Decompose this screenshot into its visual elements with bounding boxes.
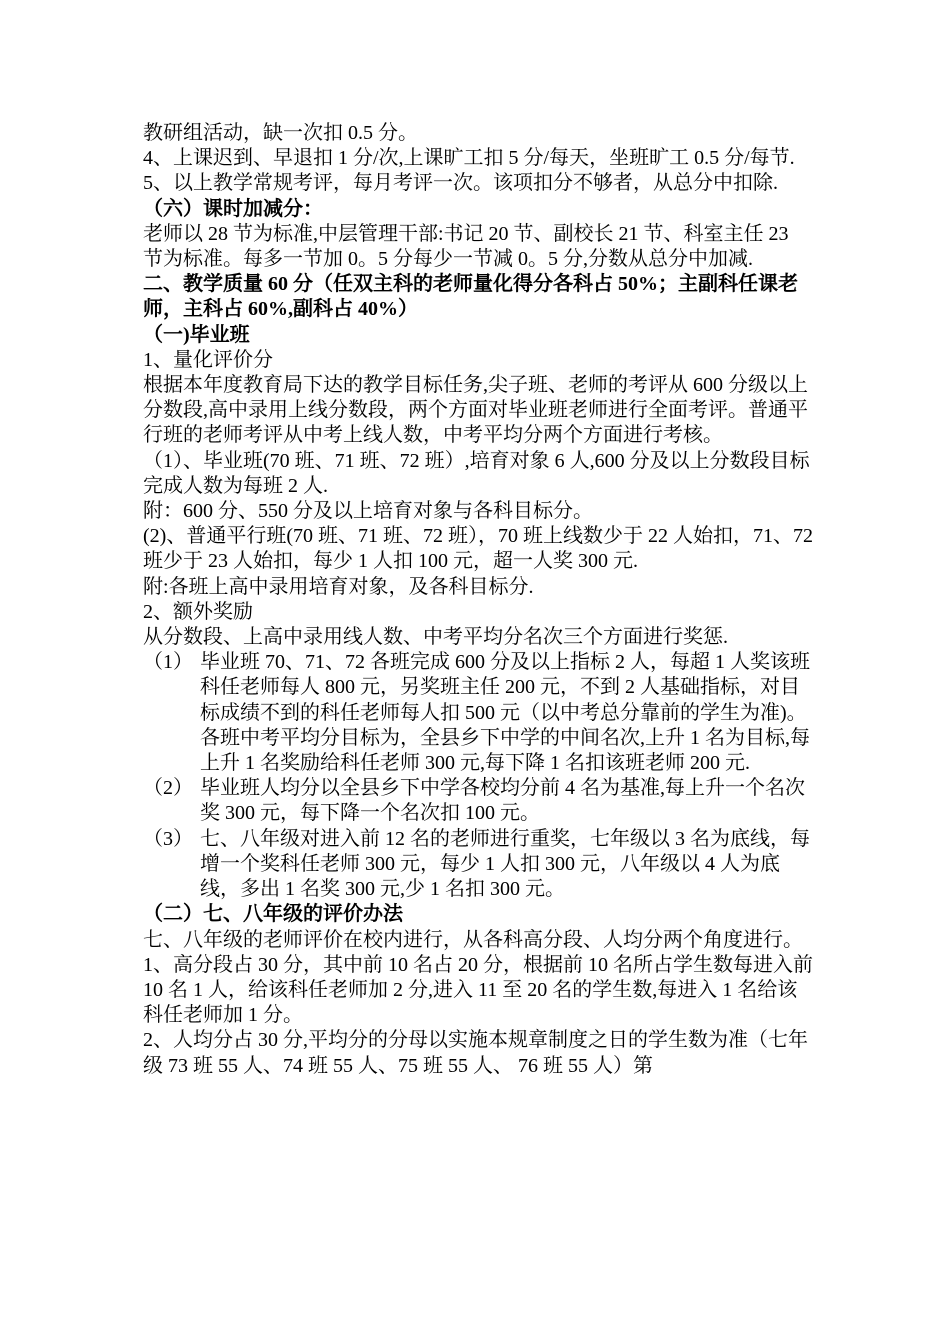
- numbered-item: [143, 650, 813, 776]
- paragraph: 七、八年级的老师评价在校内进行，从各科高分段、人均分两个角度进行。: [143, 928, 803, 951]
- paragraph: 附:各班上高中录用培育对象，及各科目标分.: [143, 575, 534, 598]
- paragraph: 老师以 28 节为标准,中层管理干部:书记 20 节、副校长 21 节、科室主任 23 节为标准。每多一节加 0。5 分每少一节减 0。5 分,分数从总分中加减.: [143, 222, 789, 271]
- paragraph: 2、额外奖励: [143, 600, 253, 623]
- numbered-item: [143, 827, 813, 903]
- item-number: （3）: [143, 827, 193, 850]
- paragraph: 教研组活动，缺一次扣 0.5 分。: [143, 122, 418, 144]
- paragraph: 2、人均分占 30 分,平均分的分母以实施本规章制度之日的学生数为准（七年级 73 班 55 人、74 班 55 人、75 班 55 人、 76 班 55 人）第: [143, 1029, 808, 1077]
- numbered-item: [143, 776, 813, 826]
- paragraph: 1、量化评价分: [143, 348, 273, 371]
- paragraph: 附：600 分、550 分及以上培育对象与各科目标分。: [143, 500, 593, 523]
- section-heading: 二、教学质量 60 分（任双主科的老师量化得分各科占 50%；主副科任课老师，主科占 60%,副科占 40%）: [143, 273, 798, 321]
- paragraph: (2)、普通平行班(70 班、71 班、72 班），70 班上线数少于 22 人始扣，71、72 班少于 23 人始扣，每少 1 人扣 100 元，超一人奖 300 元.: [143, 525, 813, 573]
- paragraph: 5、以上教学常规考评，每月考评一次。该项扣分不够者，从总分中扣除.: [143, 172, 778, 195]
- paragraph: 1、高分段占 30 分，其中前 10 名占 20 分，根据前 10 名所占学生数每进入前 10 名 1 人，给该科任老师加 2 分,进入 11 至 20 名的学生数,每进入 1 名给该科任老师加 1 分。: [143, 953, 813, 1027]
- section-heading: （一)毕业班: [143, 323, 250, 346]
- item-text: 毕业班人均分以全县乡下中学各校均分前 4 名为基准,每上升一个名次奖 300 元，每下降一个名次扣 100 元。: [200, 777, 805, 825]
- document-body: [143, 121, 813, 1079]
- section-heading: （六）课时加减分：: [143, 197, 323, 220]
- item-text: 毕业班 70、71、72 各班完成 600 分及以上指标 2 人，每超 1 人奖该班科任老师每人 800 元，另奖班主任 200 元，不到 2 人基础指标，对目标成绩不到的科任老师每人扣 500 元（以中考总分靠前的学生为准)。各班中考平均分目标为，全县乡下中学的中间名次,上升 1 名为目标,每上升 1 名奖励给科任老师 300 元,每下降 1 名扣该班老师 200 元.: [200, 651, 810, 775]
- paragraph: （1）、毕业班(70 班、71 班、72 班）,培育对象 6 人,600 分及以上分数段目标完成人数为每班 2 人.: [143, 449, 810, 497]
- item-number: （1）: [143, 651, 193, 674]
- paragraph: 根据本年度教育局下达的教学目标任务,尖子班、老师的考评从 600 分级以上分数段,高中录用上线分数段，两个方面对毕业班老师进行全面考评。普通平行班的老师考评从中考上线人数，中考平均分两个方面进行考核。: [143, 374, 808, 447]
- paragraph: 从分数段、上高中录用线人数、中考平均分名次三个方面进行奖惩.: [143, 626, 728, 649]
- section-heading: （二）七、八年级的评价办法: [143, 903, 403, 926]
- item-number: （2）: [143, 777, 193, 800]
- item-text: 七、八年级对进入前 12 名的老师进行重奖，七年级以 3 名为底线，每增一个奖科任老师 300 元，每少 1 人扣 300 元，八年级以 4 人为底线，多出 1 名奖 300 元,少 1 名扣 300 元。: [200, 827, 810, 901]
- paragraph: 4、上课迟到、早退扣 1 分/次,上课旷工扣 5 分/每天，坐班旷工 0.5 分/每节.: [143, 147, 795, 170]
